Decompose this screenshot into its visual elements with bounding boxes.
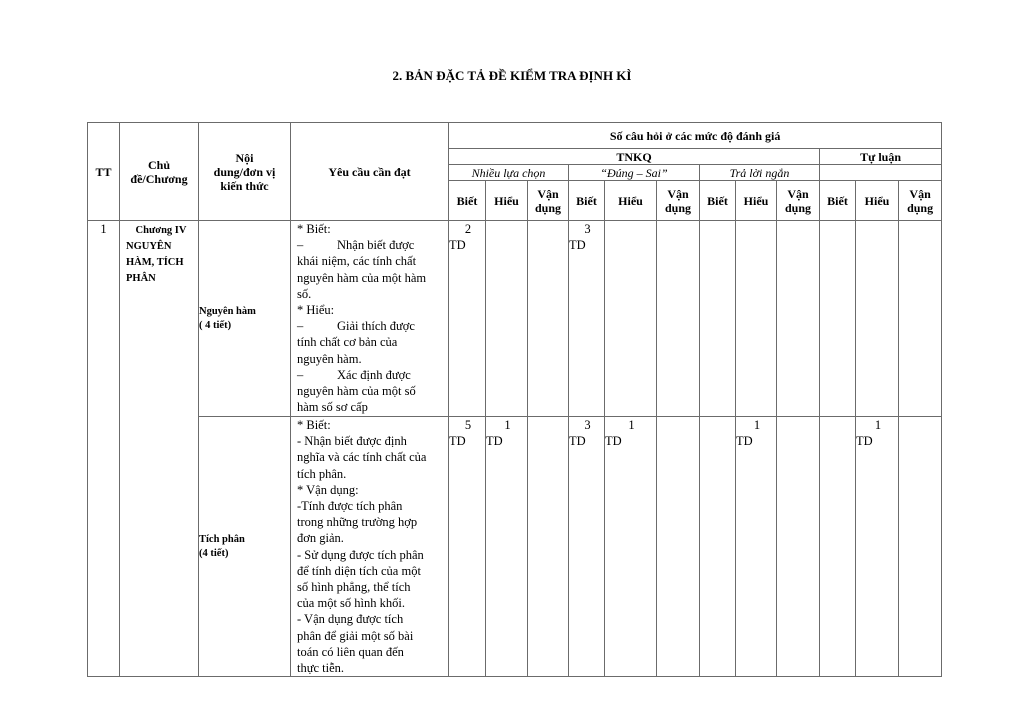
header-tt: TT [88, 123, 120, 221]
header-mc-hieu: Hiểu [486, 181, 528, 221]
row-unit [199, 417, 291, 677]
count-ds-biet [569, 417, 605, 677]
req-line: - Vận dụng được tích [297, 612, 404, 627]
count-unit: TD [569, 434, 586, 448]
req-line: nguyên hàm. [297, 351, 362, 366]
count-tl-hieu [736, 221, 777, 417]
header-tu-luan-blank [820, 165, 942, 181]
req-line: đơn giản. [297, 531, 344, 546]
count-number: 1 [628, 418, 635, 432]
header-tl-biet: Biết [700, 181, 736, 221]
header-tu-luan: Tự luận [820, 149, 942, 165]
req-line: nguyên hàm của một số [297, 384, 416, 399]
req-line [297, 318, 448, 334]
table-row [88, 417, 942, 677]
header-tl-van-dung [777, 181, 820, 221]
header-yeu-cau: Yêu cầu cần đạt [291, 123, 449, 221]
count-number: 1 [874, 418, 882, 432]
count-unit: TD [486, 434, 503, 448]
van-line-2: dụng [534, 200, 562, 215]
count-mc-hieu [486, 417, 528, 677]
count-unit: TD [569, 238, 586, 252]
header-noi-dung-line-3: kiến thức [220, 178, 269, 193]
row-chapter [120, 221, 199, 677]
chapter-line: Chương IV [135, 225, 187, 236]
table-row [88, 221, 942, 417]
count-ds-hieu [605, 417, 657, 677]
req-line: tính chất cơ bản của [297, 335, 398, 350]
req-line: để tính diện tích của một [297, 563, 421, 578]
count-unit: TD [449, 434, 466, 448]
row-requirements [291, 221, 449, 417]
req-line [297, 237, 448, 253]
header-noi-dung [199, 123, 291, 221]
unit-line: (4 tiết) [199, 547, 229, 559]
req-line: thực tiễn. [297, 661, 345, 676]
count-unit: TD [605, 434, 622, 448]
count-number: 2 [464, 222, 472, 236]
header-ds-biet: Biết [569, 181, 605, 221]
row-unit [199, 221, 291, 417]
count-ds-biet [569, 221, 605, 417]
count-number: 1 [753, 418, 761, 432]
chapter-line: HÀM, TÍCH [126, 257, 184, 268]
header-tnkq: TNKQ [449, 149, 820, 165]
van-line-2: dụng [907, 200, 934, 215]
header-noi-dung-line-2: dung/đơn vị [213, 164, 276, 179]
req-line: khái niệm, các tính chất [297, 254, 417, 269]
chapter-line: NGUYÊN [126, 241, 172, 252]
header-noi-dung-line-1: Nội [235, 150, 254, 165]
count-number: 3 [584, 418, 591, 432]
header-mc-van-dung [528, 181, 569, 221]
header-nhieu-lua-chon: Nhiều lựa chọn [449, 165, 569, 181]
header-ds-hieu: Hiểu [605, 181, 657, 221]
req-line: phân để giải một số bài [297, 628, 414, 643]
count-mc-hieu [486, 221, 528, 417]
row-requirements [291, 417, 449, 677]
count-mc-van-dung [528, 221, 569, 417]
req-line: -Tính được tích phân [297, 499, 403, 514]
count-tu-biet [820, 221, 856, 417]
count-number: 3 [584, 222, 591, 236]
req-line: * Biết: [297, 222, 331, 236]
req-line: nghĩa và các tính chất của [297, 450, 427, 465]
dash: – [297, 238, 304, 253]
count-tu-van-dung [899, 221, 942, 417]
count-tl-van-dung [777, 417, 820, 677]
header-ds-van-dung [657, 181, 700, 221]
count-ds-hieu [605, 221, 657, 417]
van-line-2: dụng [664, 200, 692, 215]
header-chu-de-line-2: đề/Chương [130, 171, 188, 186]
row-tt: 1 [88, 221, 120, 677]
specification-table [87, 122, 942, 677]
van-line-1: Vận [909, 186, 931, 201]
req-line: toán có liên quan đến [297, 644, 404, 659]
header-chu-de-line-1: Chủ [147, 157, 170, 172]
header-tra-loi-ngan: Trả lời ngắn [700, 165, 820, 181]
req-text: Xác định được [337, 367, 411, 382]
req-line: tích phân. [297, 466, 347, 481]
req-line: * Biết: [297, 418, 331, 432]
req-line: * Hiểu: [297, 303, 335, 318]
van-line-1: Vận [787, 186, 809, 201]
header-mc-biet: Biết [449, 181, 486, 221]
unit-line: Nguyên hàm [199, 305, 256, 317]
dash: – [297, 367, 304, 382]
count-number: 5 [464, 418, 472, 432]
count-mc-biet [449, 221, 486, 417]
count-ds-van-dung [657, 221, 700, 417]
count-tl-van-dung [777, 221, 820, 417]
header-tu-hieu: Hiểu [856, 181, 899, 221]
req-text: Giải thích được [337, 319, 415, 334]
count-ds-van-dung [657, 417, 700, 677]
count-unit: TD [736, 434, 753, 448]
van-line-2: dụng [784, 200, 812, 215]
req-line [297, 367, 448, 383]
unit-line: Tích phân [199, 533, 245, 545]
header-tu-biet: Biết [820, 181, 856, 221]
req-line: - Sử dụng được tích phân [297, 547, 424, 562]
count-tu-van-dung [899, 417, 942, 677]
header-so-cau: Số câu hỏi ở các mức độ đánh giá [449, 123, 942, 149]
req-text: Nhận biết được [337, 238, 415, 253]
req-line: trong những trường hợp [297, 515, 418, 530]
count-unit: TD [856, 434, 873, 448]
header-tl-hieu: Hiểu [736, 181, 777, 221]
count-tl-biet [700, 221, 736, 417]
count-mc-van-dung [528, 417, 569, 677]
count-tl-biet [700, 417, 736, 677]
req-line: của một số hình khối. [297, 596, 405, 611]
count-mc-biet [449, 417, 486, 677]
count-tl-hieu [736, 417, 777, 677]
van-line-1: Vận [667, 186, 689, 201]
unit-line: ( 4 tiết) [199, 319, 232, 331]
count-unit: TD [449, 238, 466, 252]
req-line: số hình phẳng, thể tích [297, 580, 411, 595]
req-line: số. [297, 286, 312, 301]
count-tu-biet [820, 417, 856, 677]
van-line-1: Vận [537, 186, 559, 201]
header-tu-van-dung [899, 181, 942, 221]
dash: – [297, 319, 304, 334]
req-line: hàm số sơ cấp [297, 400, 368, 415]
header-dung-sai: “Đúng – Sai” [569, 165, 700, 181]
req-line: * Vận dụng: [297, 482, 359, 497]
count-number: 1 [504, 418, 511, 432]
header-chu-de [120, 123, 199, 221]
page-title: 2. BẢN ĐẶC TẢ ĐỀ KIỂM TRA ĐỊNH KÌ [392, 68, 632, 83]
chapter-line: PHÂN [126, 273, 156, 284]
req-line: nguyên hàm của một hàm [297, 270, 427, 285]
count-tu-hieu [856, 221, 899, 417]
count-tu-hieu [856, 417, 899, 677]
req-line: - Nhận biết được định [297, 434, 407, 449]
